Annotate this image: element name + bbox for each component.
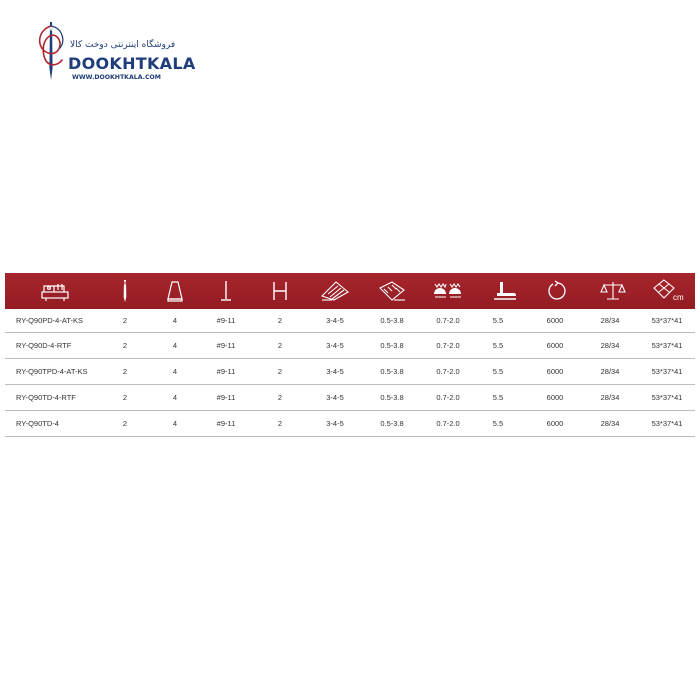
model-cell: RY-Q90TPD-4-AT-KS xyxy=(16,367,88,376)
foot-lift-cell: 5.5 xyxy=(492,367,504,376)
header-cell-threads xyxy=(155,273,195,309)
needle-icon xyxy=(120,279,130,303)
threads-cell: 4 xyxy=(172,341,178,350)
needle-size-icon xyxy=(218,279,234,303)
foot-lift-cell: 5.5 xyxy=(492,393,504,402)
table-body xyxy=(5,309,695,437)
diff-feed-cell: 0.7-2.0 xyxy=(436,341,460,350)
diff-feed-cell: 0.7-2.0 xyxy=(436,419,460,428)
needle-thread-logo-icon xyxy=(34,20,68,82)
needle-size-cell: #9-11 xyxy=(216,316,236,325)
speed-cell: 6000 xyxy=(546,341,564,350)
header-cell-gauge xyxy=(265,273,295,309)
weight-cell: 28/34 xyxy=(600,419,620,428)
package-unit-label: cm xyxy=(673,293,684,302)
weight-cell: 28/34 xyxy=(600,341,620,350)
header-cell-stitch-length xyxy=(367,273,417,309)
weight-cell: 28/34 xyxy=(600,367,620,376)
header-cell-overlock-width xyxy=(315,273,355,309)
foot-lift-cell: 5.5 xyxy=(492,341,504,350)
package-cell: 53*37*41 xyxy=(651,316,683,325)
foot-lift-cell: 5.5 xyxy=(492,316,504,325)
needle-size-cell: #9-11 xyxy=(216,367,236,376)
speed-cell: 6000 xyxy=(546,316,564,325)
diff-feed-cell: 0.7-2.0 xyxy=(436,393,460,402)
needles-cell: 2 xyxy=(122,393,128,402)
header-cell-weight xyxy=(595,273,631,309)
header-cell-foot-lift xyxy=(485,273,525,309)
overlock-width-cell: 3-4-5 xyxy=(326,367,344,376)
package-size-icon xyxy=(652,278,686,304)
overlock-width-cell: 3-4-5 xyxy=(326,316,344,325)
gauge-cell: 2 xyxy=(277,367,283,376)
speed-cell: 6000 xyxy=(546,367,564,376)
speed-icon xyxy=(547,280,569,302)
stitch-length-cell: 0.5-3.8 xyxy=(380,393,404,402)
overlock-width-cell: 3-4-5 xyxy=(326,419,344,428)
threads-cell: 4 xyxy=(172,367,178,376)
gauge-cell: 2 xyxy=(277,341,283,350)
stitch-length-cell: 0.5-3.8 xyxy=(380,316,404,325)
sewing-machine-icon xyxy=(40,280,70,302)
gauge-cell: 2 xyxy=(277,393,283,402)
speed-cell: 6000 xyxy=(546,393,564,402)
diff-feed-cell: 0.7-2.0 xyxy=(436,367,460,376)
website-url: WWW.DOOKHTKALA.COM xyxy=(72,74,161,81)
table-row xyxy=(5,411,695,437)
needle-size-cell: #9-11 xyxy=(216,341,236,350)
stitch-length-cell: 0.5-3.8 xyxy=(380,419,404,428)
threads-cell: 4 xyxy=(172,419,178,428)
table-header xyxy=(5,273,695,309)
header-cell-machine xyxy=(25,273,85,309)
weight-icon xyxy=(600,280,626,302)
differential-feed-icon xyxy=(433,280,463,302)
needles-cell: 2 xyxy=(122,367,128,376)
table-row xyxy=(5,359,695,385)
store-name-persian: فروشگاه اینترنتی دوخت کالا xyxy=(70,40,176,50)
overlock-width-icon xyxy=(320,280,350,302)
model-cell: RY-Q90TD-4-RTF xyxy=(16,393,76,402)
header-cell-diff-feed xyxy=(423,273,473,309)
package-cell: 53*37*41 xyxy=(651,367,683,376)
model-cell: RY-Q90PD-4-AT-KS xyxy=(16,316,83,325)
needles-cell: 2 xyxy=(122,316,128,325)
foot-lift-cell: 5.5 xyxy=(492,419,504,428)
diff-feed-cell: 0.7-2.0 xyxy=(436,316,460,325)
needle-gauge-icon xyxy=(271,280,289,302)
overlock-width-cell: 3-4-5 xyxy=(326,393,344,402)
needles-cell: 2 xyxy=(122,341,128,350)
presser-foot-lift-icon xyxy=(492,280,518,302)
model-cell: RY-Q90TD-4 xyxy=(16,419,59,428)
weight-cell: 28/34 xyxy=(600,316,620,325)
brand-name: DOOKHTKALA xyxy=(68,54,196,73)
package-cell: 53*37*41 xyxy=(651,341,683,350)
table-row xyxy=(5,333,695,359)
needle-size-cell: #9-11 xyxy=(216,419,236,428)
store-logo xyxy=(30,18,196,88)
stitch-length-cell: 0.5-3.8 xyxy=(380,367,404,376)
speed-cell: 6000 xyxy=(546,419,564,428)
gauge-cell: 2 xyxy=(277,316,283,325)
stitch-length-icon xyxy=(377,280,407,302)
model-cell: RY-Q90D-4-RTF xyxy=(16,341,72,350)
threads-cell: 4 xyxy=(172,316,178,325)
thread-cone-icon xyxy=(166,280,184,302)
header-cell-speed xyxy=(535,273,581,309)
threads-cell: 4 xyxy=(172,393,178,402)
package-cell: 53*37*41 xyxy=(651,393,683,402)
header-cell-needles xyxy=(105,273,145,309)
spec-table xyxy=(5,273,695,437)
table-row xyxy=(5,385,695,411)
package-cell: 53*37*41 xyxy=(651,419,683,428)
header-cell-package xyxy=(645,273,693,309)
needle-size-cell: #9-11 xyxy=(216,393,236,402)
overlock-width-cell: 3-4-5 xyxy=(326,341,344,350)
weight-cell: 28/34 xyxy=(600,393,620,402)
table-row xyxy=(5,309,695,333)
stitch-length-cell: 0.5-3.8 xyxy=(380,341,404,350)
needles-cell: 2 xyxy=(122,419,128,428)
header-cell-needle-size xyxy=(205,273,247,309)
gauge-cell: 2 xyxy=(277,419,283,428)
